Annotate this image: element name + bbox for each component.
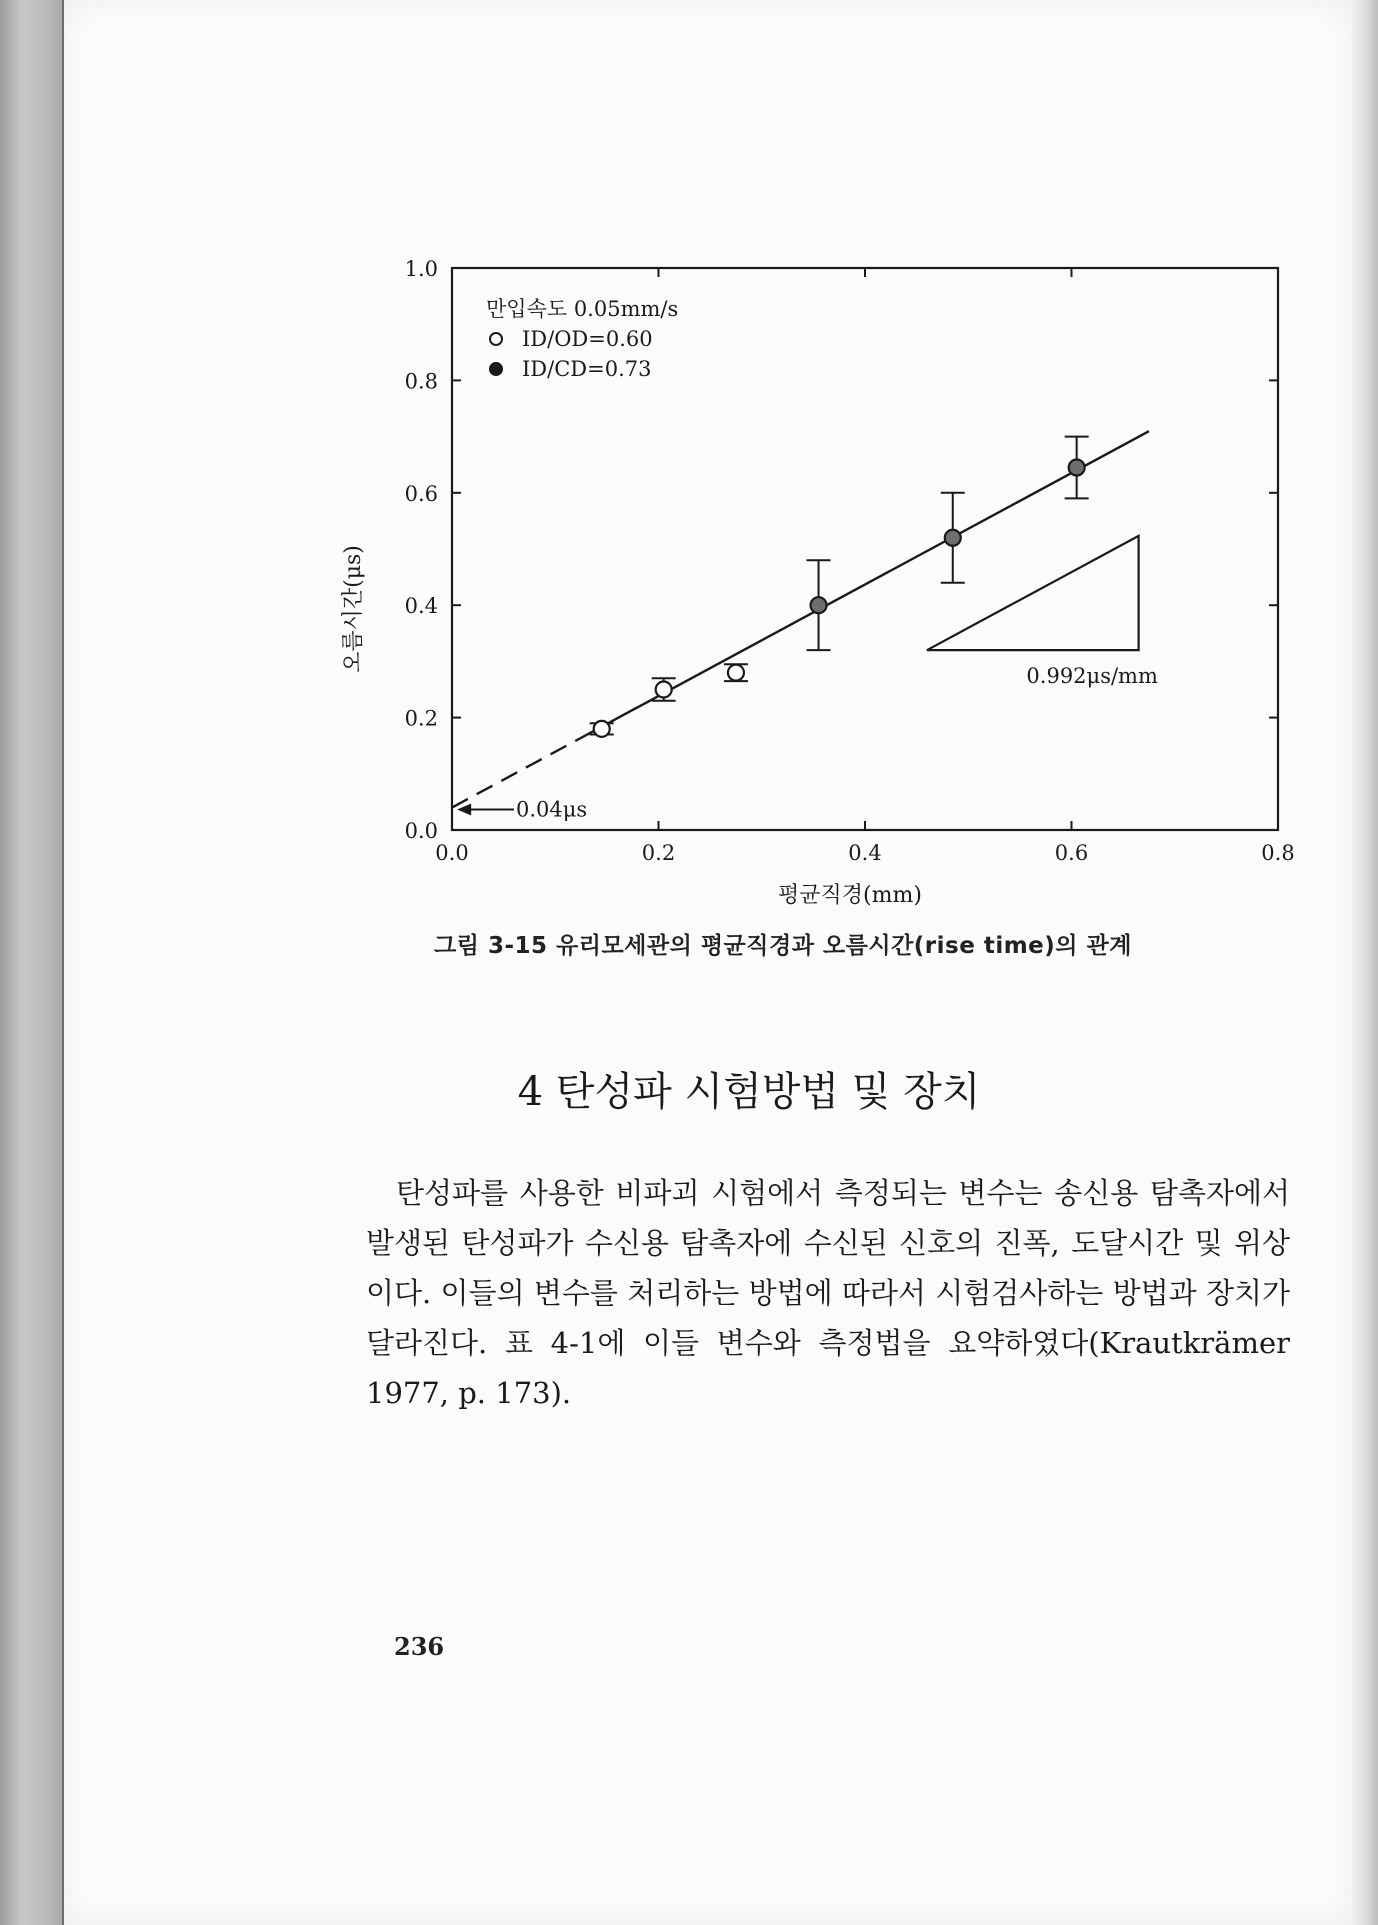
legend-marker-open (490, 333, 502, 345)
y-tick-label: 1.0 (404, 257, 438, 281)
section-title: 4 탄성파 시험방법 및 장치 (517, 1069, 981, 1115)
chart-annotations (457, 536, 1158, 822)
book-spine (0, 0, 64, 1925)
data-point-id-cd (945, 530, 961, 546)
figure-caption: 그림 3-15 유리모세관의 평균직경과 오름시간(rise time)의 관계 (434, 933, 1132, 959)
x-tick-label: 0.6 (1054, 841, 1089, 865)
data-point-id-od (594, 721, 610, 737)
plot-frame (452, 268, 1278, 830)
rise-time-chart (324, 250, 1304, 910)
legend-marker-filled (490, 363, 502, 375)
y-tick-label: 0.6 (404, 481, 438, 506)
y-tick-label: 0.0 (404, 819, 438, 843)
data-points (590, 437, 1089, 737)
legend-title: 만입속도 0.05mm/s (486, 297, 679, 321)
data-point-id-cd (1069, 460, 1085, 476)
slope-triangle (927, 536, 1139, 650)
data-point-id-od (656, 682, 672, 698)
y-tick-label: 0.4 (404, 594, 438, 619)
book-page-edges (1352, 0, 1378, 1925)
chart-axes (452, 268, 1278, 830)
y-tick-label: 0.2 (404, 706, 438, 731)
x-tick-label: 0.8 (1261, 841, 1295, 865)
x-axis-label: 평균직경(mm) (778, 883, 922, 908)
y-tick-label: 0.8 (404, 369, 438, 394)
book-page (64, 0, 1352, 1925)
data-point-id-od (728, 665, 744, 681)
intercept-arrow-head (457, 804, 471, 816)
page-number: 236 (394, 1632, 445, 1661)
y-axis-label: 오름시간(μs) (341, 545, 366, 673)
legend-entry: ID/CD=0.73 (522, 357, 652, 381)
legend-entry: ID/OD=0.60 (522, 327, 653, 351)
chart-legend (486, 297, 678, 381)
data-point-id-cd (811, 597, 827, 613)
slope-label: 0.992μs/mm (1026, 664, 1158, 689)
x-tick-label: 0.4 (848, 841, 882, 865)
intercept-label: 0.04μs (516, 797, 588, 822)
x-tick-label: 0.0 (435, 841, 469, 865)
body-paragraph: 탄성파를 사용한 비파괴 시험에서 측정되는 변수는 송신용 탐촉자에서 발생된 탄성파가 수신용 탐촉자에 수신된 신호의 진폭, 도달시간 및 위상이다. 이들의 변수를 처리하는 방법에 따라서 시험검사하는 방법과 장치가 달라진다. 표 4-1에 이들 변수와 측정법을 요약하였다(Krautkrämer 1977, p. 173). (366, 1176, 1290, 1410)
x-tick-label: 0.2 (641, 841, 676, 865)
fit-line (452, 431, 1149, 807)
